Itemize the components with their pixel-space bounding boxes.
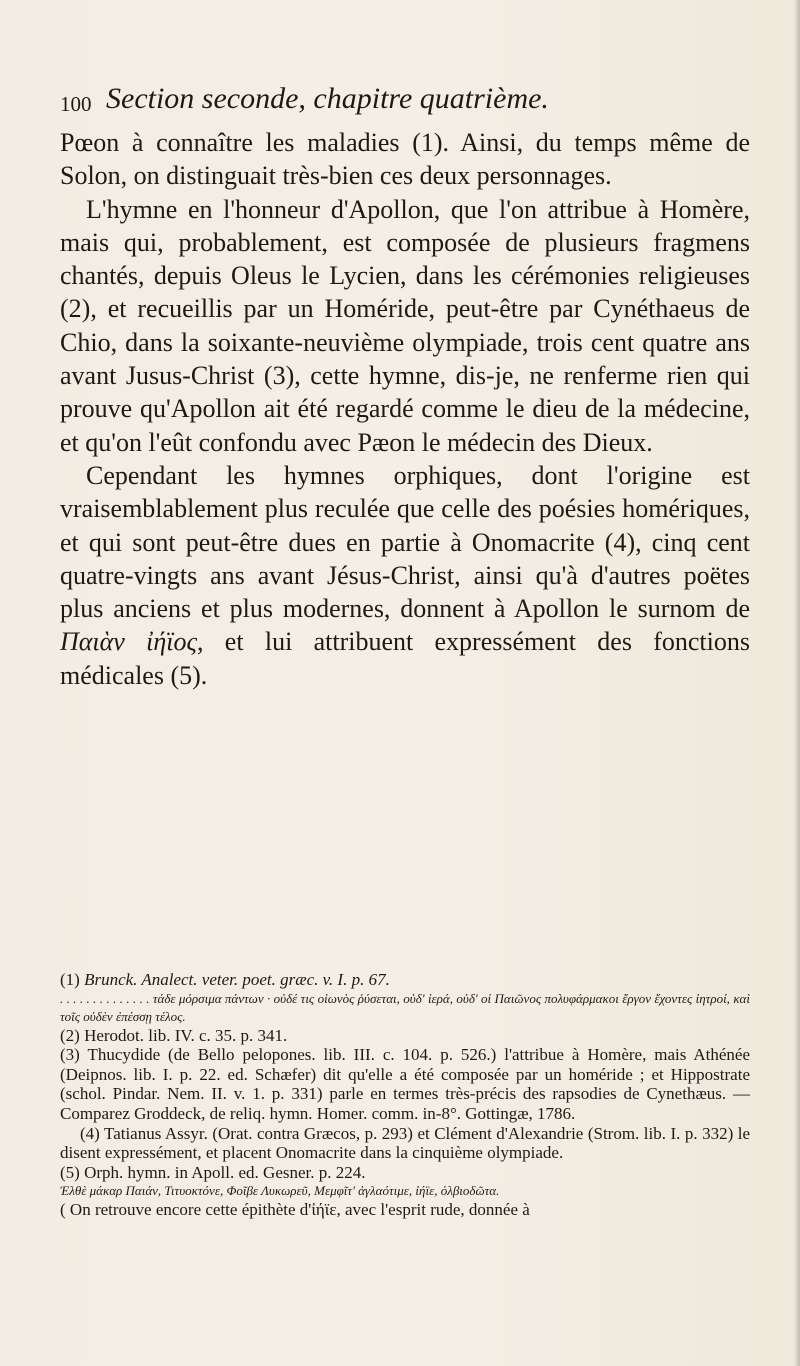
footnote-2: (2) Herodot. lib. IV. c. 35. p. 341. <box>60 1025 288 1045</box>
footnote-5-greek-quote: Ἐλθὲ μάκαρ Παιάν, Τιτυοκτόνε, Φοῖβε Λυκωρεῦ, Μεμφῖτ' ἀγλαότιμε, ἰήϊε, ὀλβιοδῶτα. <box>60 1183 500 1199</box>
footnote-4: (4) Tatianus Assyr. (Orat. contra Græcos, p. 293) et Clément d'Alexandrie (Strom. lib. I. p. 332) le disent expressément, et placent Onomacrite dans la cinquième olympiade. <box>60 1123 750 1163</box>
greek-epithet: Παιὰν ἰήϊος <box>60 627 198 657</box>
footnote-6: ( On retrouve encore cette épithète d'ἰήϊε, avec l'esprit rude, donnée à <box>60 1200 530 1220</box>
paragraph-1: Pœon à connaître les maladies (1). Ainsi, du temps même de Solon, on distinguait très-bien ces deux personnages. <box>60 128 750 191</box>
paragraph-2: L'hymne en l'honneur d'Apollon, que l'on attribue à Homère, mais qui, probablement, est composée de plusieurs fragmens chantés, depuis Oleus le Lycien, dans les cérémonies religieuses (2), et recueillis par un Homéride, peut-être par Cynéthaeus de Chio, dans la soixante-neuvième olympiade, trois cent quatre ans avant Jusus-Christ (3), cette hymne, dis-je, ne renferme rien qui prouve qu'Apollon ait été regardé comme le dieu de la médecine, et qu'on l'eût confondu avec Pæon le médecin des Dieux. <box>60 194 750 457</box>
page-header <box>60 82 750 122</box>
footnote-1-reference: Brunck. Analect. veter. poet. græc. v. I. p. 67. <box>84 970 390 989</box>
footnote-1-label: (1) <box>60 970 80 989</box>
footnote-3: (3) Thucydide (de Bello pelopones. lib. III. c. 104. p. 526.) l'attribue à Homère, mais Athénée (Deipnos. lib. I. p. 22. ed. Schæfer) dit qu'elle a été composée par un homéride ; et Hippostrate (schol. Pindar. Nem. II. v. 1. p. 331) parle en termes très-précis des rapsodies de Cynethæus. — Comparez Groddeck, de reliq. hymn. Homer. comm. in-8°. Gottingæ, 1786. <box>60 1045 750 1123</box>
main-text <box>60 126 750 692</box>
page-number: 100 <box>60 92 92 116</box>
paragraph-3-end: , et lui attribuent expressément des fonctions médicales (5). <box>60 627 750 690</box>
running-head: Section seconde, chapitre quatrième. <box>106 82 549 115</box>
page-edge-shadow <box>794 0 800 1366</box>
footnote-1 <box>60 970 750 990</box>
paragraph-3-start: Cependant les hymnes orphiques, dont l'origine est vraisemblablement plus reculée que celle des poésies homériques, et qui sont peut-être dues en partie à Onomacrite (4), cinq cent quatre-vingts ans avant Jésus-Christ, ainsi qu'à d'autres poëtes plus anciens et plus modernes, donnent à Apollon le surnom de <box>60 460 750 624</box>
footnote-5: (5) Orph. hymn. in Apoll. ed. Gesner. p. 224. <box>60 1162 366 1182</box>
footnotes <box>60 970 750 1220</box>
footnote-1-greek-quote: . . . . . . . . . . . . . . τάδε μόρσιμα πάντων · οὐδέ τις οἰωνὸς ῥύσεται, οὐδ' ἱερά, οὐδ' οἱ Παιῶνος πολυφάρμακοι ἔργον ἔχοντες ἰητροί, καὶ τοῖς οὐδὲν ἐπέσσῃ τέλος. <box>60 990 750 1024</box>
paragraph-3 <box>60 459 750 692</box>
